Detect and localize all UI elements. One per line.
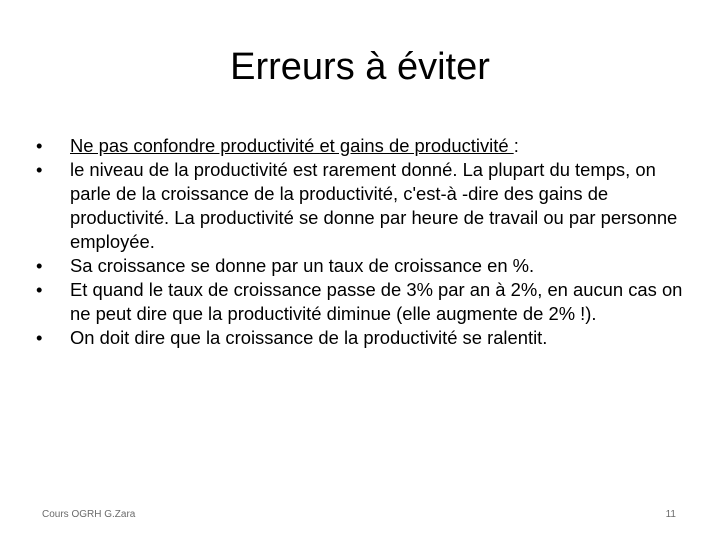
bullet-suffix: : [513,135,519,156]
footer-course-label: Cours OGRH G.Zara [42,509,136,520]
bullet-item [36,254,686,278]
bullet-text-underlined: Ne pas confondre productivité et gains de productivité [70,135,514,156]
bullet-item [36,326,686,350]
bullet-list [36,134,686,350]
bullet-marker: • [36,255,43,276]
bullet-text: le niveau de la productivité est rarement donné. La plupart du temps, on parle de la croissance de la productivité, c'est-à -dire des gains de productivité. La productivité se donne par heure de travail ou par personne employée. [70,159,678,252]
slide-title: Erreurs à éviter [230,46,490,88]
bullet-marker: • [36,279,43,300]
bullet-marker: • [36,135,43,156]
bullet-item [36,158,686,254]
bullet-item [36,278,686,326]
bullet-text: Et quand le taux de croissance passe de 3% par an à 2%, en aucun cas on ne peut dire que la productivité diminue (elle augmente de 2% !). [70,279,683,324]
bullet-text: On doit dire que la croissance de la productivité se ralentit. [70,327,548,348]
page-number: 11 [665,509,676,520]
bullet-marker: • [36,159,43,180]
bullet-text: Sa croissance se donne par un taux de croissance en %. [70,255,535,276]
bullet-item [36,134,686,158]
bullet-marker: • [36,327,43,348]
